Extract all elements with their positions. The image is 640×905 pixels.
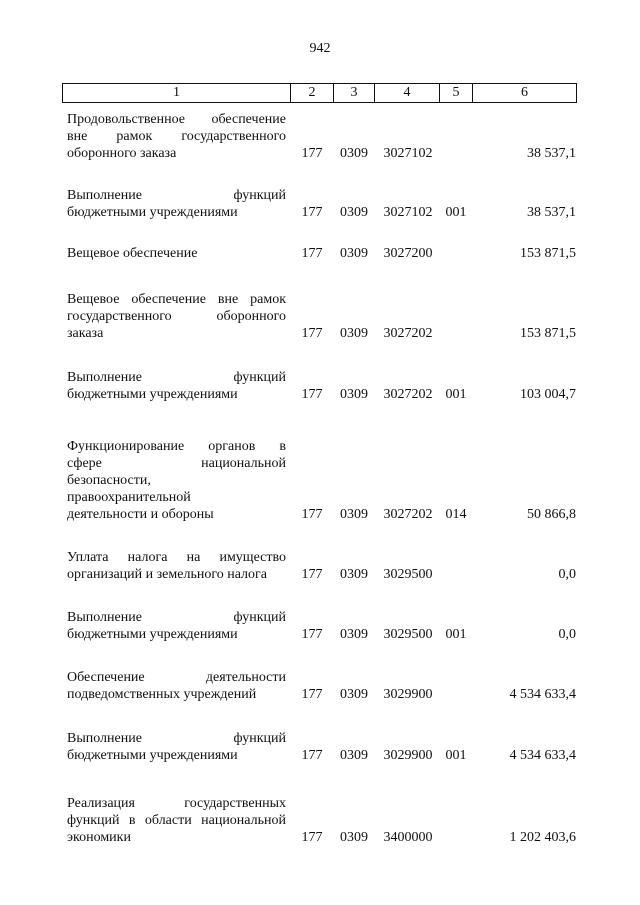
section-code: 0309 [340, 687, 368, 702]
target-article-code: 3027202 [383, 326, 433, 341]
column-header-3: 3 [334, 84, 375, 103]
description-line: Выполнение функций [67, 188, 286, 203]
amount: 103 004,7 [520, 387, 576, 402]
target-article-code: 3027102 [383, 146, 433, 161]
amount: 4 534 633,4 [509, 748, 576, 763]
expense-type-code: 001 [445, 387, 467, 402]
section-code: 0309 [340, 326, 368, 341]
description-line: оборонного заказа [67, 146, 177, 161]
description-line: Вещевое обеспечение вне рамок [67, 292, 286, 307]
ministry-code: 177 [301, 627, 323, 642]
ministry-code: 177 [301, 567, 323, 582]
description-line: правоохранительной [67, 490, 191, 505]
amount: 153 871,5 [520, 246, 576, 261]
ministry-code: 177 [301, 146, 323, 161]
description-line: бюджетными учреждениями [67, 627, 238, 642]
description-line: Выполнение функций [67, 610, 286, 625]
ministry-code: 177 [301, 507, 323, 522]
section-code: 0309 [340, 627, 368, 642]
section-code: 0309 [340, 830, 368, 845]
column-header-5: 5 [440, 84, 473, 103]
section-code: 0309 [340, 205, 368, 220]
section-code: 0309 [340, 246, 368, 261]
amount: 153 871,5 [520, 326, 576, 341]
description-line: организаций и земельного налога [67, 567, 267, 582]
description-line: Продовольственное обеспечение [67, 112, 286, 127]
ministry-code: 177 [301, 748, 323, 763]
ministry-code: 177 [301, 687, 323, 702]
column-header-4: 4 [375, 84, 440, 103]
target-article-code: 3029500 [383, 627, 433, 642]
description-line: государственного оборонного [67, 309, 286, 324]
description-line: функций в области национальной [67, 813, 286, 828]
description-line: бюджетными учреждениями [67, 748, 238, 763]
description-line: Функционирование органов в [67, 439, 286, 454]
description-line: Выполнение функций [67, 731, 286, 746]
ministry-code: 177 [301, 387, 323, 402]
description-line: безопасности, [67, 473, 151, 488]
target-article-code: 3029900 [383, 687, 433, 702]
section-code: 0309 [340, 387, 368, 402]
column-header-6: 6 [473, 84, 577, 103]
page-number: 942 [309, 41, 331, 56]
column-header-1: 1 [63, 84, 291, 103]
description-line: подведомственных учреждений [67, 687, 257, 702]
amount: 38 537,1 [527, 205, 576, 220]
ministry-code: 177 [301, 830, 323, 845]
amount: 4 534 633,4 [509, 687, 576, 702]
target-article-code: 3400000 [383, 830, 433, 845]
ministry-code: 177 [301, 205, 323, 220]
expense-type-code: 001 [445, 205, 467, 220]
ministry-code: 177 [301, 326, 323, 341]
amount: 38 537,1 [527, 146, 576, 161]
section-code: 0309 [340, 146, 368, 161]
description-line: бюджетными учреждениями [67, 205, 238, 220]
expense-type-code: 014 [445, 507, 467, 522]
description-line: Уплата налога на имущество [67, 550, 286, 565]
target-article-code: 3027202 [383, 507, 433, 522]
expense-type-code: 001 [445, 748, 467, 763]
amount: 50 866,8 [527, 507, 576, 522]
amount: 0,0 [558, 627, 576, 642]
description-line: сфере национальной [67, 456, 286, 471]
description-line: Обеспечение деятельности [67, 670, 286, 685]
amount: 0,0 [558, 567, 576, 582]
target-article-code: 3029500 [383, 567, 433, 582]
amount: 1 202 403,6 [509, 830, 576, 845]
row-description [67, 795, 286, 846]
description-line: Выполнение функций [67, 370, 286, 385]
target-article-code: 3027202 [383, 387, 433, 402]
ministry-code: 177 [301, 246, 323, 261]
description-line: Вещевое обеспечение [67, 246, 198, 261]
description-line: Реализация государственных [67, 796, 286, 811]
column-header-2: 2 [291, 84, 334, 103]
description-line: вне рамок государственного [67, 129, 286, 144]
section-code: 0309 [340, 748, 368, 763]
target-article-code: 3029900 [383, 748, 433, 763]
description-line: деятельности и обороны [67, 507, 214, 522]
expense-type-code: 001 [445, 627, 467, 642]
description-line: экономики [67, 830, 131, 845]
description-line: заказа [67, 326, 104, 341]
description-line: бюджетными учреждениями [67, 387, 238, 402]
section-code: 0309 [340, 507, 368, 522]
target-article-code: 3027200 [383, 246, 433, 261]
target-article-code: 3027102 [383, 205, 433, 220]
section-code: 0309 [340, 567, 368, 582]
